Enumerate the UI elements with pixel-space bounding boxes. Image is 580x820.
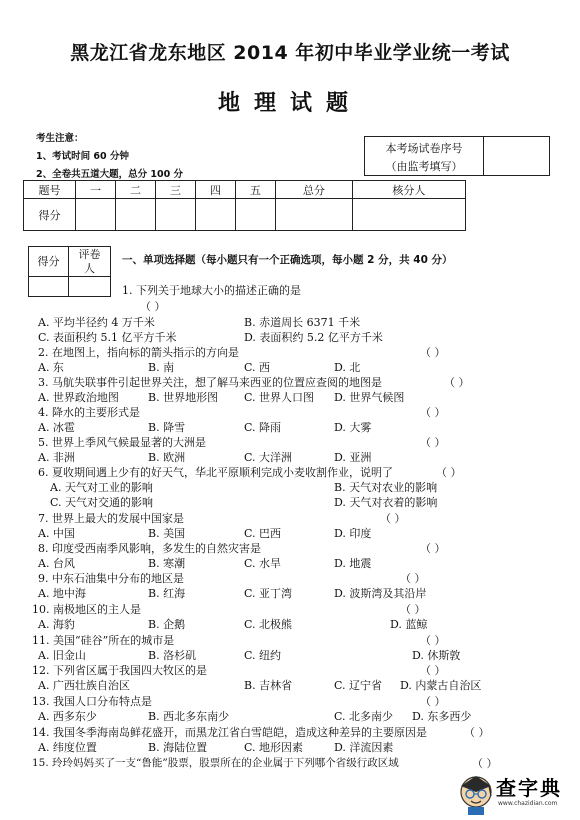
score-table	[23, 180, 466, 231]
option-c: C. 地形因素	[244, 741, 304, 754]
option-a: A. 平均半径约 4 万千米	[38, 316, 155, 329]
option-c: C. 纽约	[244, 649, 282, 662]
seat-number-box	[364, 136, 550, 176]
option-a: A. 旧金山	[38, 649, 86, 662]
notice-line-1: 1、考试时间 60 分钟	[36, 151, 129, 162]
score-header-cell: 总分	[276, 181, 353, 199]
option-a: A. 西多东少	[38, 710, 97, 723]
score-cell[interactable]	[352, 199, 465, 231]
option-b: B. 世界地形图	[148, 391, 219, 404]
score-header-cell: 题号	[24, 181, 76, 199]
question-stem: 5. 世界上季风气候最显著的大洲是	[38, 436, 206, 449]
score-header-cell: 核分人	[352, 181, 465, 199]
option-a: A. 中国	[38, 527, 75, 540]
option-b: B. 赤道周长 6371 千米	[244, 316, 361, 329]
option-b: B. 降雪	[148, 421, 186, 434]
option-b: B. 南	[148, 361, 175, 374]
option-c: C. 北极熊	[244, 618, 293, 631]
option-a: A. 地中海	[38, 587, 86, 600]
option-c: C. 世界人口图	[244, 391, 315, 404]
option-c: C. 大洋洲	[244, 451, 293, 464]
option-b: B. 寒潮	[148, 557, 186, 570]
option-d: D. 北	[334, 361, 361, 374]
option-a: A. 广西壮族自治区	[38, 679, 130, 692]
seat-box-divider	[483, 137, 484, 175]
answer-blank[interactable]: （ ）	[380, 512, 406, 525]
watermark-logo	[456, 770, 576, 818]
option-a: A. 天气对工业的影响	[50, 481, 153, 494]
exam-title: 黑龙江省龙东地区 2014 年初中毕业学业统一考试	[70, 42, 510, 64]
answer-blank[interactable]: （ ）	[420, 634, 446, 647]
option-c: C. 辽宁省	[334, 679, 383, 692]
answer-blank[interactable]: （ ）	[436, 466, 462, 479]
score-header-cell: 四	[196, 181, 236, 199]
score-header-cell: 五	[236, 181, 276, 199]
answer-blank[interactable]: （ ）	[444, 376, 470, 389]
option-a: A. 冰雹	[38, 421, 75, 434]
option-d: D. 表面积约 5.2 亿平方千米	[244, 331, 383, 344]
option-c: C. 天气对交通的影响	[50, 496, 154, 509]
option-b: B. 吉林省	[244, 679, 293, 692]
question-stem: 4. 降水的主要形式是	[38, 406, 140, 419]
option-b: B. 西北多东南少	[148, 710, 230, 723]
section-heading: 一、单项选择题（每小题只有一个正确选项，每小题 2 分，共 40 分）	[122, 254, 453, 266]
option-d: D. 波斯湾及其沿岸	[334, 587, 427, 600]
option-d: D. 世界气候图	[334, 391, 405, 404]
grader-score-cell[interactable]	[29, 277, 69, 297]
score-cell[interactable]	[156, 199, 196, 231]
answer-blank[interactable]: （ ）	[140, 300, 166, 313]
grader-row	[29, 277, 111, 297]
option-d: D. 地震	[334, 557, 372, 570]
option-b: B. 美国	[148, 527, 186, 540]
option-a: A. 台风	[38, 557, 75, 570]
question-stem: 2. 在地图上，指向标的箭头指示的方向是	[38, 346, 239, 359]
option-c: C. 表面积约 5.1 亿平方千米	[38, 331, 177, 344]
answer-blank[interactable]: （ ）	[420, 406, 446, 419]
question-stem: 10. 南极地区的主人是	[32, 603, 141, 616]
answer-blank[interactable]: （ ）	[420, 542, 446, 555]
option-c: C. 北多南少	[334, 710, 394, 723]
option-a: A. 世界政治地图	[38, 391, 119, 404]
answer-blank[interactable]: （ ）	[420, 346, 446, 359]
question-stem: 6. 夏收期间遇上少有的好天气，华北平原顺利完成小麦收割作业，说明了	[38, 466, 393, 479]
question-stem: 3. 马航失联事件引起世界关注，想了解马来西亚的位置应查阅的地图是	[38, 376, 382, 389]
grader-name-label: 评卷人	[69, 247, 111, 277]
option-d: D. 亚洲	[334, 451, 372, 464]
option-a: A. 非洲	[38, 451, 75, 464]
score-row-label: 得分	[24, 199, 76, 231]
option-d: D. 印度	[334, 527, 372, 540]
option-b: B. 红海	[148, 587, 186, 600]
option-c: C. 降雨	[244, 421, 282, 434]
question-stem: 7. 世界上最大的发展中国家是	[38, 512, 184, 525]
option-a: A. 东	[38, 361, 64, 374]
answer-blank[interactable]: （ ）	[400, 572, 426, 585]
option-a: A. 海豹	[38, 618, 75, 631]
score-header-cell: 二	[116, 181, 156, 199]
option-d: D. 蓝鲸	[390, 618, 428, 631]
score-cell[interactable]	[76, 199, 116, 231]
answer-blank[interactable]: （ ）	[420, 436, 446, 449]
option-d: D. 洋流因素	[334, 741, 394, 754]
grader-score-label: 得分	[29, 247, 69, 277]
score-table-row	[24, 199, 466, 231]
option-d: D. 内蒙古自治区	[400, 679, 482, 692]
option-a: A. 纬度位置	[38, 741, 97, 754]
score-header-cell: 三	[156, 181, 196, 199]
score-cell[interactable]	[236, 199, 276, 231]
option-b: B. 洛杉矶	[148, 649, 197, 662]
question-stem: 8. 印度受西南季风影响，多发生的自然灾害是	[38, 542, 261, 555]
option-b: B. 天气对农业的影响	[334, 481, 438, 494]
seat-box-label: 本考场试卷序号	[385, 142, 463, 155]
answer-blank[interactable]: （ ）	[420, 664, 446, 677]
score-cell[interactable]	[276, 199, 353, 231]
option-b: B. 海陆位置	[148, 741, 208, 754]
grader-header	[29, 247, 111, 277]
watermark-site: www.chazidian.com	[498, 800, 558, 807]
seat-box-note: （由监考填写）	[385, 160, 463, 173]
notice-line-2: 2、全卷共五道大题，总分 100 分	[36, 169, 184, 180]
option-d: D. 休斯敦	[412, 649, 461, 662]
answer-blank[interactable]: （ ）	[464, 726, 490, 739]
question-stem: 15. 玲玲妈妈买了一支“鲁能”股票，股票所在的企业属于下列哪个省级行政区域	[32, 757, 399, 769]
question-stem: 11. 美国“硅谷”所在的城市是	[32, 634, 175, 647]
score-cell[interactable]	[196, 199, 236, 231]
score-header-cell: 一	[76, 181, 116, 199]
mascot-icon	[456, 770, 496, 816]
notice-heading: 考生注意：	[36, 133, 84, 144]
question-stem: 13. 我国人口分布特点是	[32, 695, 152, 708]
score-table-header	[24, 181, 466, 199]
option-d: D. 东多西少	[412, 710, 472, 723]
subject-title: 地理试题	[217, 91, 362, 116]
score-cell[interactable]	[116, 199, 156, 231]
option-c: C. 巴西	[244, 527, 282, 540]
option-c: C. 水旱	[244, 557, 282, 570]
option-d: D. 天气对衣着的影响	[334, 496, 438, 509]
watermark-brand: 查字典	[496, 776, 562, 800]
option-b: B. 欧洲	[148, 451, 186, 464]
option-c: C. 西	[244, 361, 271, 374]
answer-blank[interactable]: （ ）	[420, 695, 446, 708]
question-stem: 1. 下列关于地球大小的描述正确的是	[122, 284, 301, 297]
answer-blank[interactable]: （ ）	[400, 603, 426, 616]
option-d: D. 大雾	[334, 421, 372, 434]
question-stem: 14. 我国冬季海南岛鲜花盛开，而黑龙江省白雪皑皑，造成这种差异的主要原因是	[32, 726, 427, 739]
answer-blank[interactable]: （ ）	[472, 757, 498, 770]
grader-table	[28, 246, 111, 297]
question-stem: 9. 中东石油集中分布的地区是	[38, 572, 184, 585]
option-c: C. 亚丁湾	[244, 587, 293, 600]
option-b: B. 企鹅	[148, 618, 186, 631]
question-stem: 12. 下列省区属于我国四大牧区的是	[32, 664, 207, 677]
grader-name-cell[interactable]	[69, 277, 111, 297]
